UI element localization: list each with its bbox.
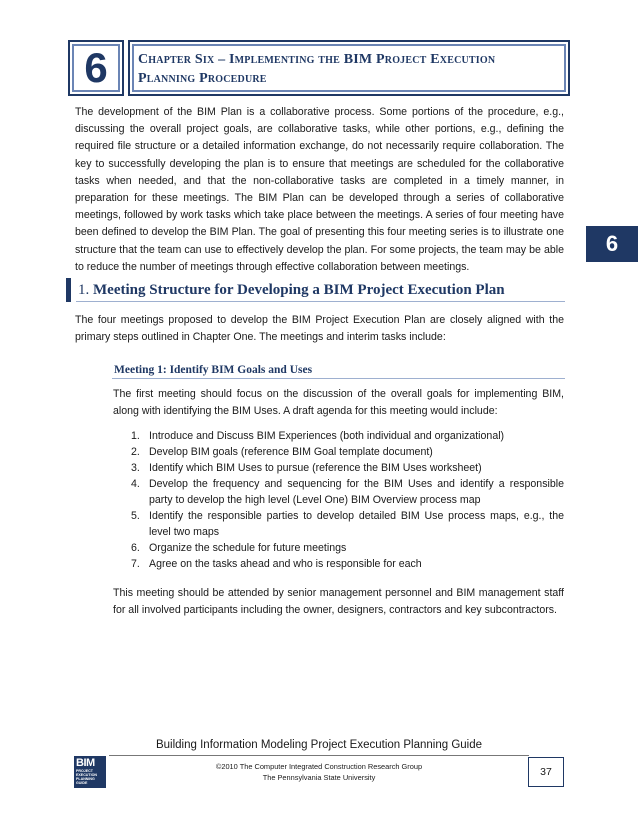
meeting-1-paragraph: The first meeting should focus on the discussion of the overall goals for implementing BIM, along with identifying the BIM Uses. A draft agenda for this meeting would include: xyxy=(113,388,564,418)
agenda-item: 4. Develop the frequency and sequencing for the BIM Uses and identify a responsible party to develop the high level (Level One) BIM Overview process map xyxy=(131,478,564,506)
agenda-item: 3. Identify which BIM Uses to pursue (reference the BIM Uses worksheet) xyxy=(131,462,482,474)
agenda-item: 7. Agree on the tasks ahead and who is responsible for each xyxy=(131,558,422,570)
agenda-item: 1. Introduce and Discuss BIM Experiences (both individual and organizational) xyxy=(131,430,505,442)
meeting-heading-rule xyxy=(112,378,565,379)
chapter-number-box xyxy=(68,40,124,96)
chapter-side-tab: 6 xyxy=(586,226,638,262)
section-1-paragraph: The four meetings proposed to develop the BIM Project Execution Plan are closely aligned with the primary steps outlined in Chapter One. The meetings and interim tasks include: xyxy=(75,314,564,344)
section-1-title: Meeting Structure for Developing a BIM Project Execution Plan xyxy=(93,282,505,298)
footer-rule xyxy=(109,755,529,756)
chapter-title-box xyxy=(128,40,570,96)
section-heading-bar xyxy=(66,278,71,302)
footer-copyright: ©2010 The Computer Integrated Construction Research Group The Pennsylvania State University xyxy=(215,762,423,782)
chapter-number: 6 xyxy=(84,44,108,91)
footer-guide-title: Building Information Modeling Project Execution Planning Guide xyxy=(155,739,483,751)
page-number: 37 xyxy=(528,757,564,787)
meeting-1-closing: This meeting should be attended by senior management personnel and BIM management staff for all involved participants including the owner, designers, contractors and key subcontractors. xyxy=(113,587,564,617)
section-1-heading xyxy=(78,282,505,299)
meeting-1-agenda xyxy=(131,428,564,572)
chapter-title-line2: Planning Procedure xyxy=(138,71,267,86)
agenda-item: 2. Develop BIM goals (reference BIM Goal template document) xyxy=(131,446,433,458)
section-heading-rule xyxy=(76,301,565,302)
chapter-title-line1: Chapter Six – Implementing the BIM Project Execution xyxy=(138,52,496,67)
meeting-1-heading: Meeting 1: Identify BIM Goals and Uses xyxy=(114,364,313,376)
bim-guide-logo: BIM PROJECT EXECUTION PLANNING GUIDE xyxy=(74,756,106,788)
agenda-item: 6. Organize the schedule for future meetings xyxy=(131,542,347,554)
agenda-item: 5. Identify the responsible parties to develop detailed BIM Use process maps, e.g., the level two maps xyxy=(131,510,564,538)
intro-paragraph: The development of the BIM Plan is a collaborative process. Some portions of the procedure, e.g., discussing the overall project goals, are collaborative tasks, while other portions, e.g., defining the required file structure or a detailed information exchange, do not necessarily require collaboration. The key to successfully developing the plan is to ensure that meetings are scheduled for the collaborative tasks when needed, and that the non-collaborative tasks are completed in a timely manner, in preparation for these meetings. The BIM Plan can be developed through a series of collaborative meetings, followed by work tasks which take place between the meetings. A series of four meeting have been defined to develop the BIM Plan. The goal of presenting this four meeting series is to illustrate one structure that the team can use to effectively develop the plan. For some projects, the team may be able to reduce the number of meetings through effective collaboration between meetings. xyxy=(75,106,564,273)
section-1-number: 1. xyxy=(78,282,90,298)
